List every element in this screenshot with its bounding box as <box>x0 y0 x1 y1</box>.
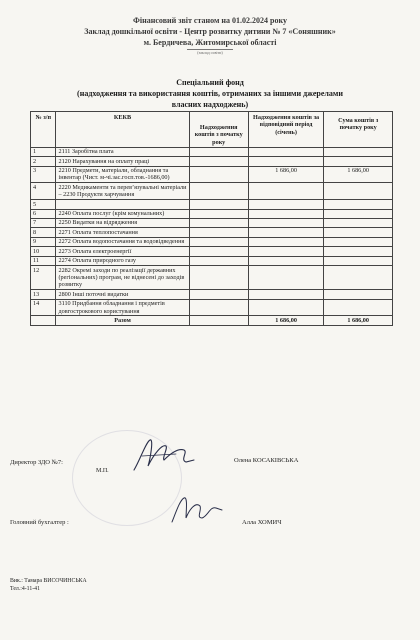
row-col-b <box>248 266 324 290</box>
table-row <box>31 157 393 166</box>
header-kekv: КЕКВ <box>56 112 189 148</box>
table-row <box>31 166 393 183</box>
accountant-name: Алла ХОМИЧ <box>242 519 282 526</box>
row-number: 14 <box>31 299 56 316</box>
row-col-a <box>189 166 248 183</box>
header-col-b: Надходження коштів за відповідний період (січень) <box>248 112 324 148</box>
total-col-a <box>189 316 248 325</box>
row-number: 12 <box>31 266 56 290</box>
row-col-a <box>189 228 248 237</box>
kekv-table <box>30 111 393 326</box>
table-row <box>31 299 393 316</box>
row-col-b <box>248 209 324 218</box>
fund-subtitle-1: (надходження та використання коштів, отриманих за іншими джерелами <box>77 89 343 98</box>
row-kekv: 2240 Оплата послуг (крім комунальних) <box>56 209 189 218</box>
row-number: 13 <box>31 290 56 299</box>
institution-note: (заклад освіти) <box>0 50 420 55</box>
row-col-a <box>189 299 248 316</box>
accountant-label: Головний бухгалтер : <box>10 519 69 526</box>
row-col-c <box>324 247 393 256</box>
row-col-a <box>189 266 248 290</box>
executor-name: Вик.: Тамара ВИСОЧИНСЬКА <box>10 578 87 584</box>
row-col-c <box>324 218 393 227</box>
row-number: 4 <box>31 183 56 200</box>
fund-subtitle-2: власних надходжень) <box>171 100 249 109</box>
row-col-c <box>324 237 393 246</box>
table-row <box>31 256 393 265</box>
row-number: 8 <box>31 228 56 237</box>
row-col-c <box>324 299 393 316</box>
row-col-b: 1 686,00 <box>248 166 324 183</box>
row-col-b <box>248 256 324 265</box>
header-no: № з/п <box>31 112 56 148</box>
row-col-b <box>248 157 324 166</box>
fund-title: Спеціальний фонд <box>176 78 244 87</box>
row-col-b <box>248 183 324 200</box>
row-col-a <box>189 209 248 218</box>
total-row <box>31 316 393 325</box>
row-kekv: 2282 Окремі заходи по реалізації державних (регіональних) програм, не віднесені до заходів розвитку <box>56 266 189 290</box>
row-number: 9 <box>31 237 56 246</box>
institution-city: м. Бердичева, Житомирської області <box>143 38 277 47</box>
accountant-signature <box>166 492 226 532</box>
row-col-a <box>189 237 248 246</box>
row-number: 5 <box>31 200 56 209</box>
table-row <box>31 290 393 299</box>
row-col-a <box>189 147 248 156</box>
row-kekv: 2220 Медикаменти та перев’язувальні матеріали – 2230 Продукти харчування <box>56 183 189 200</box>
row-col-b <box>248 237 324 246</box>
row-col-c <box>324 266 393 290</box>
row-col-a <box>189 183 248 200</box>
row-kekv: 2272 Оплата водопостачання та водовідведення <box>56 237 189 246</box>
row-col-c <box>324 157 393 166</box>
row-kekv: 2250 Видатки на відрядження <box>56 218 189 227</box>
row-col-b <box>248 218 324 227</box>
total-empty <box>31 316 56 325</box>
stamp-label: М.П. <box>96 468 109 474</box>
director-signature <box>128 430 198 480</box>
table-row <box>31 200 393 209</box>
institution-name: Заклад дошкільної освіти - Центр розвитку дитини № 7 «Соняшник» <box>84 27 336 36</box>
table-header-row <box>31 112 393 148</box>
header-col-a: Надходження коштів з початку року <box>189 112 248 148</box>
row-number: 1 <box>31 147 56 156</box>
row-col-a <box>189 247 248 256</box>
total-label: Разом <box>56 316 189 325</box>
row-number: 7 <box>31 218 56 227</box>
row-kekv: 2271 Оплата теплопостачання <box>56 228 189 237</box>
total-col-b: 1 686,00 <box>248 316 324 325</box>
row-col-b <box>248 228 324 237</box>
row-kekv: 2274 Оплата природного газу <box>56 256 189 265</box>
row-kekv: 2273 Оплата електроенергії <box>56 247 189 256</box>
row-kekv: 3110 Придбання обладнання і предметів довгострокового користування <box>56 299 189 316</box>
row-col-c <box>324 209 393 218</box>
table-row <box>31 209 393 218</box>
row-number: 6 <box>31 209 56 218</box>
table-row <box>31 183 393 200</box>
row-col-c <box>324 147 393 156</box>
executor-phone: Тел.:4-11-41 <box>10 586 40 592</box>
row-col-b <box>248 290 324 299</box>
row-col-b <box>248 147 324 156</box>
row-col-c <box>324 290 393 299</box>
row-kekv: 2120 Нарахування на оплату праці <box>56 157 189 166</box>
header-col-c: Сума коштів з початку року <box>324 112 393 148</box>
row-col-c <box>324 228 393 237</box>
executor-info <box>10 577 87 593</box>
table-row <box>31 218 393 227</box>
row-col-b <box>248 200 324 209</box>
row-number: 10 <box>31 247 56 256</box>
table-row <box>31 237 393 246</box>
report-title: Фінансовий звіт станом на 01.02.2024 року <box>133 16 287 25</box>
row-kekv: 2111 Заробітна плата <box>56 147 189 156</box>
director-name: Олена КОСАКІВСЬКА <box>234 457 299 464</box>
row-number: 2 <box>31 157 56 166</box>
row-col-a <box>189 157 248 166</box>
row-col-b <box>248 299 324 316</box>
total-col-c: 1 686,00 <box>324 316 393 325</box>
row-kekv: 2800 Інші поточні видатки <box>56 290 189 299</box>
table-row <box>31 228 393 237</box>
table-row <box>31 266 393 290</box>
row-kekv <box>56 200 189 209</box>
row-col-c: 1 686,00 <box>324 166 393 183</box>
row-col-c <box>324 183 393 200</box>
row-number: 11 <box>31 256 56 265</box>
row-col-a <box>189 218 248 227</box>
table-row <box>31 247 393 256</box>
row-kekv: 2210 Предмети, матеріали, обладнання та інвентар (Чист. м-чі.зас.госп.тов.-1686,00) <box>56 166 189 183</box>
director-label: Директор ЗДО №7: <box>10 459 63 466</box>
row-col-a <box>189 290 248 299</box>
row-number: 3 <box>31 166 56 183</box>
row-col-c <box>324 200 393 209</box>
table-body <box>31 147 393 325</box>
row-col-a <box>189 256 248 265</box>
row-col-a <box>189 200 248 209</box>
row-col-b <box>248 247 324 256</box>
row-col-c <box>324 256 393 265</box>
table-row <box>31 147 393 156</box>
